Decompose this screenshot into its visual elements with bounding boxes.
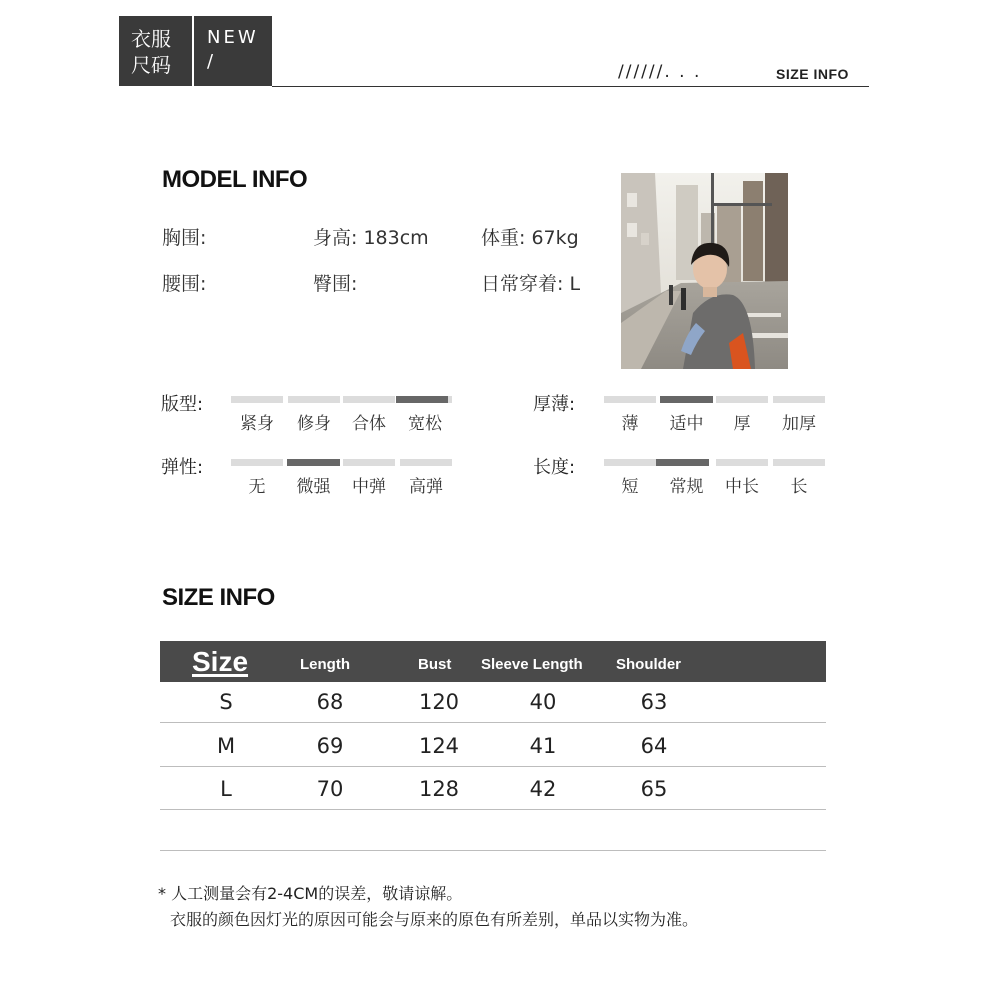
table-row-divider: [160, 809, 826, 810]
attr-length-option-3: 长: [790, 477, 808, 497]
attr-length-label: 长度:: [533, 457, 576, 478]
attr-length-bar-3: [773, 459, 825, 466]
size-info-title: SIZE INFO: [162, 584, 275, 611]
attr-elasticity-bar-1-selected: [287, 459, 340, 466]
header-badge-new: [194, 16, 272, 86]
attr-fit-bar-2: [343, 396, 395, 403]
badge-new-line2: /: [207, 51, 217, 72]
attr-thickness-option-1: 适中: [669, 414, 704, 434]
table-cell-size: L: [220, 777, 232, 801]
table-row-divider: [160, 766, 826, 767]
model-height: 身高: 183cm: [313, 227, 429, 249]
attr-length-bar-2: [716, 459, 768, 466]
column-header-size: Size: [192, 646, 249, 677]
column-header-shoulder: Shoulder: [616, 656, 682, 673]
table-row-divider: [160, 722, 826, 723]
attr-elasticity-bar-2: [343, 459, 395, 466]
attr-fit-option-1: 修身: [297, 414, 331, 434]
attr-fit-bar-3-selected: [396, 396, 448, 403]
badge-cn-line2: 尺码: [131, 53, 171, 77]
attr-fit-bar-1: [288, 396, 340, 403]
table-cell-size: M: [216, 734, 236, 758]
attr-elasticity-bar-3: [400, 459, 452, 466]
header-divider: [272, 86, 869, 87]
attr-elasticity-option-3: 高弹: [409, 477, 443, 497]
model-info-title: MODEL INFO: [162, 166, 308, 193]
attr-fit-option-2: 合体: [352, 414, 386, 434]
attr-elasticity-bar-0: [231, 459, 283, 466]
attr-length-option-1: 常规: [669, 477, 704, 497]
attr-fit-option-0: 紧身: [240, 414, 274, 434]
badge-new-line1: NEW: [207, 27, 259, 48]
badge-cn-line1: 衣服: [131, 27, 171, 51]
model-daily-size: 日常穿着: L: [481, 273, 581, 295]
attr-thickness-bar-1-selected: [660, 396, 713, 403]
table-bottom-divider: [160, 850, 826, 851]
header-badge-cn: [119, 16, 192, 86]
attr-length-bar-0: [604, 459, 656, 466]
footnote-color-difference: 衣服的颜色因灯光的原因可能会与原来的原色有所差别，单品以实物为准。: [170, 910, 699, 929]
column-header-sleeve-length: Sleeve Length: [481, 656, 583, 673]
table-cell-length: 69: [316, 734, 344, 758]
attr-thickness-bar-3: [773, 396, 825, 403]
attr-elasticity-option-1: 微强: [296, 477, 331, 497]
model-waist: 腰围:: [162, 273, 207, 295]
model-hip: 臀围:: [313, 273, 358, 295]
header-slashes: //////. . .: [618, 62, 702, 82]
attr-fit-option-3: 宽松: [408, 414, 442, 434]
footnote-measurement-error: * 人工测量会有2-4CM的误差，敬请谅解。: [158, 884, 463, 903]
table-cell-sleeve-length: 41: [529, 734, 557, 758]
table-cell-shoulder: 65: [640, 777, 668, 801]
table-cell-shoulder: 63: [640, 690, 668, 714]
table-cell-sleeve-length: 42: [529, 777, 557, 801]
attr-length-option-0: 短: [621, 477, 639, 497]
table-cell-bust: 120: [418, 690, 460, 714]
attr-thickness-option-3: 加厚: [782, 414, 816, 434]
table-cell-sleeve-length: 40: [529, 690, 557, 714]
table-cell-length: 68: [316, 690, 344, 714]
attr-elasticity-option-2: 中弹: [352, 477, 386, 497]
attr-fit-bar-end: [448, 396, 452, 403]
table-cell-bust: 124: [418, 734, 460, 758]
table-cell-bust: 128: [418, 777, 460, 801]
attr-thickness-bar-2: [716, 396, 768, 403]
attr-thickness-option-0: 薄: [621, 414, 639, 434]
attr-thickness-option-2: 厚: [733, 414, 751, 434]
attr-fit-bar-0: [231, 396, 283, 403]
table-cell-length: 70: [316, 777, 344, 801]
model-chest: 胸围:: [162, 227, 207, 249]
attr-elasticity-label: 弹性:: [161, 457, 204, 478]
table-cell-size: S: [219, 690, 233, 714]
attr-elasticity-option-0: 无: [248, 477, 266, 497]
header-size-info-label: SIZE INFO: [776, 66, 849, 82]
attr-thickness-label: 厚薄:: [533, 394, 576, 415]
attr-thickness-bar-0: [604, 396, 656, 403]
model-weight: 体重: 67kg: [481, 227, 579, 249]
model-photo: [621, 173, 788, 369]
column-header-bust: Bust: [418, 656, 452, 673]
attr-fit-label: 版型:: [161, 394, 204, 415]
attr-length-bar-1-selected: [656, 459, 709, 466]
column-header-length: Length: [300, 656, 350, 673]
attr-length-option-2: 中长: [725, 477, 759, 497]
size-table-header: [160, 641, 826, 682]
table-cell-shoulder: 64: [640, 734, 668, 758]
